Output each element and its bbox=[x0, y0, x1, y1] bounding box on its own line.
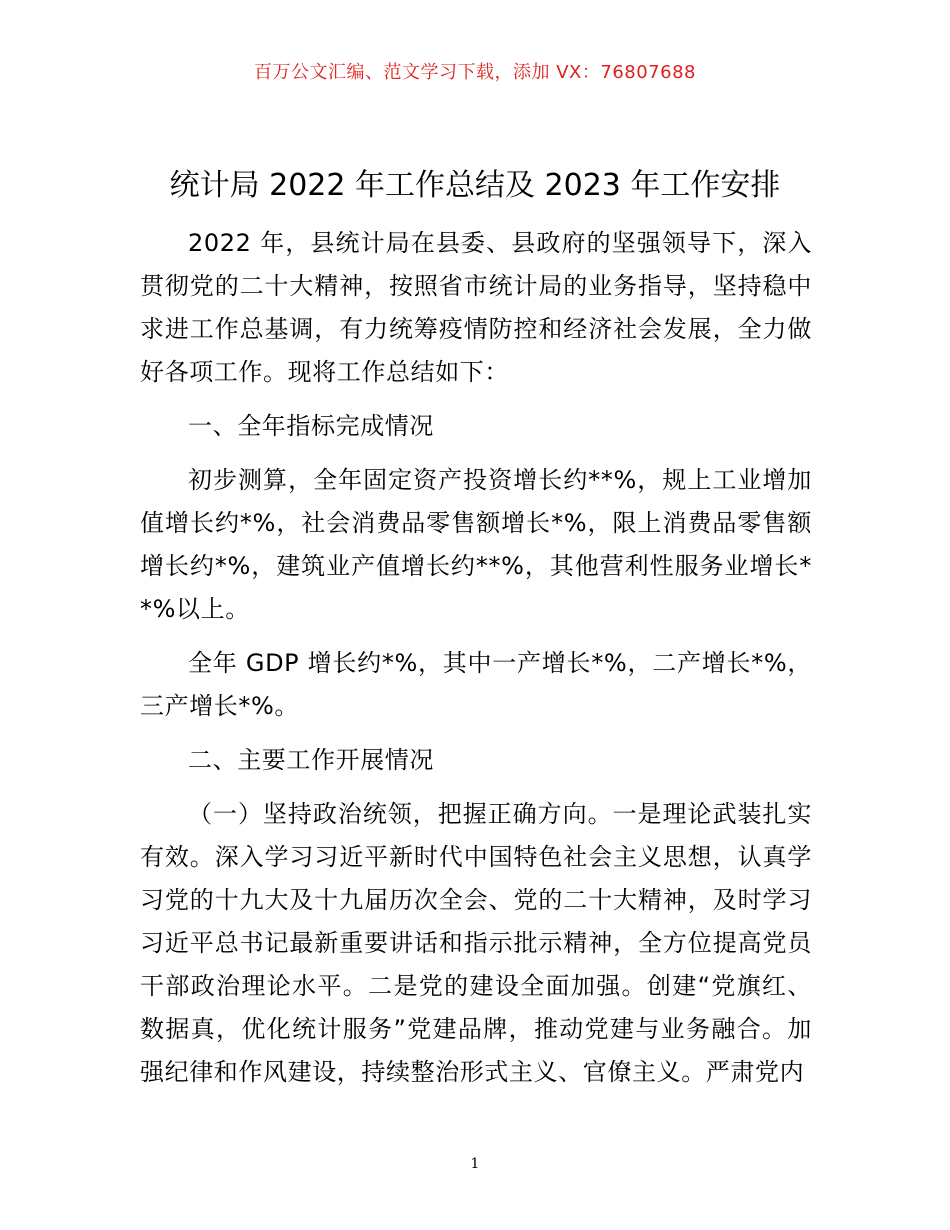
heading-section-1: 一、全年指标完成情况 bbox=[188, 412, 434, 440]
heading-section-2: 二、主要工作开展情况 bbox=[188, 746, 434, 774]
page-number: 1 bbox=[470, 1156, 480, 1172]
paragraph-indicators: 初步测算，全年固定资产投资增长约**%，规上工业增加值增长约*%，社会消费品零售额增长*%，限上消费品零售额增长约*%，建筑业产值增长约**%，其他营利性服务业增长**%以上。 bbox=[140, 466, 812, 623]
document-body bbox=[140, 222, 812, 1094]
paragraph-intro: 2022 年，县统计局在县委、县政府的坚强领导下，深入贯彻党的二十大精神，按照省市统计局的业务指导，坚持稳中求进工作总基调，有力统筹疫情防控和经济社会发展，全力做好各项工作。现将工作总结如下： bbox=[140, 229, 812, 386]
paragraph-gdp: 全年 GDP 增长约*%，其中一产增长*%，二产增长*%，三产增长*%。 bbox=[140, 649, 812, 720]
header-banner: 百万公文汇编、范文学习下载，添加 VX：76807688 bbox=[254, 62, 696, 83]
paragraph-political: （一）坚持政治统领，把握正确方向。一是理论武装扎实有效。深入学习习近平新时代中国特色社会主义思想，认真学习党的十九大及十九届历次全会、党的二十大精神，及时学习习近平总书记最新重要讲话和指示批示精神，全方位提高党员干部政治理论水平。二是党的建设全面加强。创建“党旗红、数据真，优化统计服务”党建品牌，推动党建与业务融合。加强纪律和作风建设，持续整治形式主义、官僚主义。严肃党内 bbox=[140, 800, 812, 1086]
page-title: 统计局 2022 年工作总结及 2023 年工作安排 bbox=[169, 168, 781, 203]
